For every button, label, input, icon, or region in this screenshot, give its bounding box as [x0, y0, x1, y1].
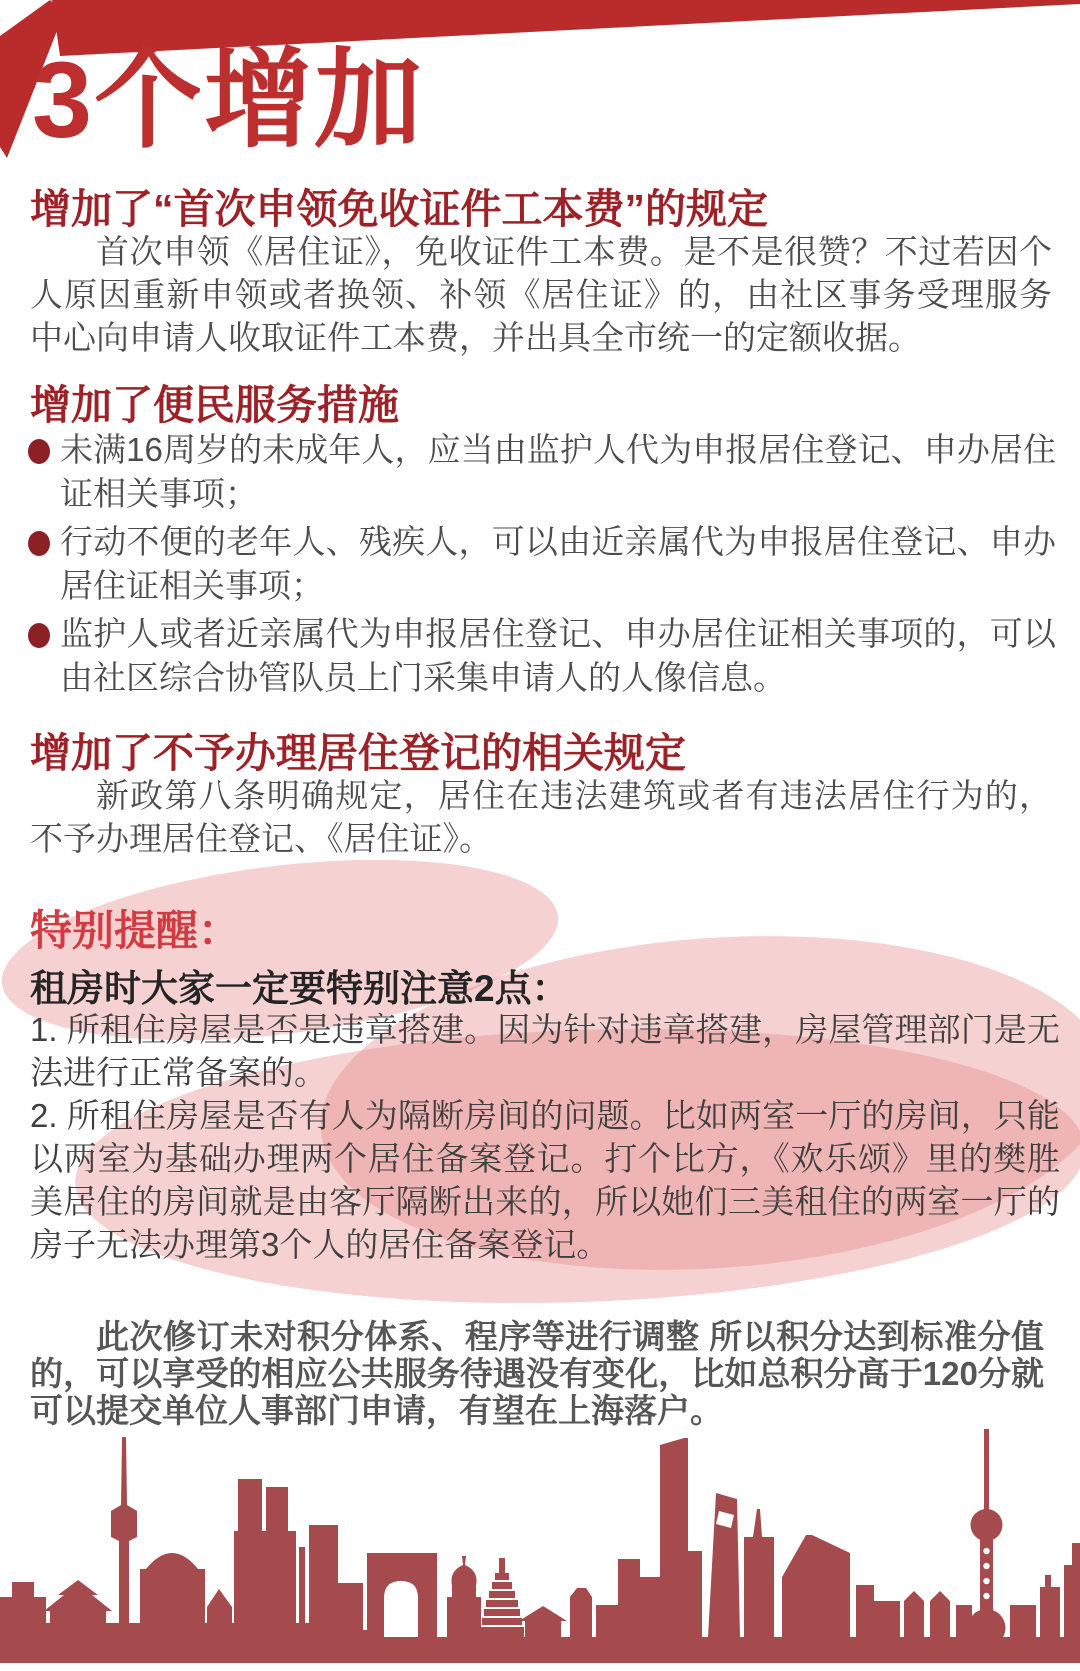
reminder-point-2: 2. 所租住房屋是否有人为隔断房间的问题。比如两室一厅的房间，只能以两室为基础办理两个居住备案登记。打个比方，《欢乐颂》里的樊胜美居住的房间就是由客厅隔断出来的，所以她们三美租住的两室一厅的房子无法办理第3个人的居住备案登记。	[30, 1097, 1060, 1263]
city-skyline-decoration	[0, 1425, 1080, 1671]
pearl-column-dot	[983, 1563, 989, 1569]
convenience-measures-list	[30, 428, 1056, 704]
reminder-point-1: 1. 所租住房屋是否是违章搭建。因为针对违章搭建，房屋管理部门是无法进行正常备案的。	[30, 1011, 1060, 1091]
pearl-column-dot	[983, 1578, 989, 1584]
list-item	[30, 520, 1056, 608]
pagoda-tower-shape	[480, 1558, 524, 1639]
bullet-dot-icon	[28, 623, 50, 648]
section-heading-first-application-fee: 增加了“首次申领免收证件工本费”的规定	[30, 186, 768, 232]
reminder-title: 特别提醒：	[30, 907, 241, 954]
section-body-registration-refusal: 新政第八条明确规定，居住在违法建筑或者有违法居住行为的，不予办理居住登记、《居住证》。	[30, 777, 1052, 857]
oriental-pearl-tower-shape	[968, 1429, 1006, 1659]
list-item-text: 未满16周岁的未成年人，应当由监护人代为申报居住登记、申办居住证相关事项；	[60, 431, 1056, 512]
list-item	[30, 428, 1056, 516]
bullet-dot-icon	[28, 531, 50, 556]
section-heading-convenience-measures: 增加了便民服务措施	[30, 382, 399, 428]
footer-note: 此次修订未对积分体系、程序等进行调整 所以积分达到标准分值的，可以享受的相应公共服务待遇没有变化，比如总积分高于120分就可以提交单位人事部门申请，有望在上海落户。	[30, 1318, 1044, 1429]
section-heading-registration-refusal: 增加了不予办理居住登记的相关规定	[30, 730, 686, 776]
reminder-lead: 租房时大家一定要特别注意2点：	[30, 968, 569, 1009]
section-body-first-application-fee: 首次申领《居住证》，免收证件工本费。是不是很赞？不过若因个人原因重新申领或者换领、补领《居住证》的，由社区事务受理服务中心向申请人收取证件工本费，并出具全市统一的定额收据。	[30, 233, 1052, 356]
list-item	[30, 612, 1056, 700]
list-item-text: 监护人或者近亲属代为申报居住登记、申办居住证相关事项的，可以由社区综合协管队员上门采集申请人的人像信息。	[60, 615, 1056, 696]
page-title: 3个增加	[32, 39, 425, 160]
pearl-column-dot	[983, 1548, 989, 1554]
list-item-text: 行动不便的老年人、残疾人，可以由近亲属代为申报居住登记、申办居住证相关事项；	[60, 523, 1056, 604]
skyline-silhouette	[0, 1437, 1080, 1663]
arch-gate-opening	[384, 1581, 418, 1637]
reminder-points	[30, 1008, 1060, 1266]
pearl-column-dot	[983, 1593, 989, 1599]
bullet-dot-icon	[28, 439, 50, 464]
